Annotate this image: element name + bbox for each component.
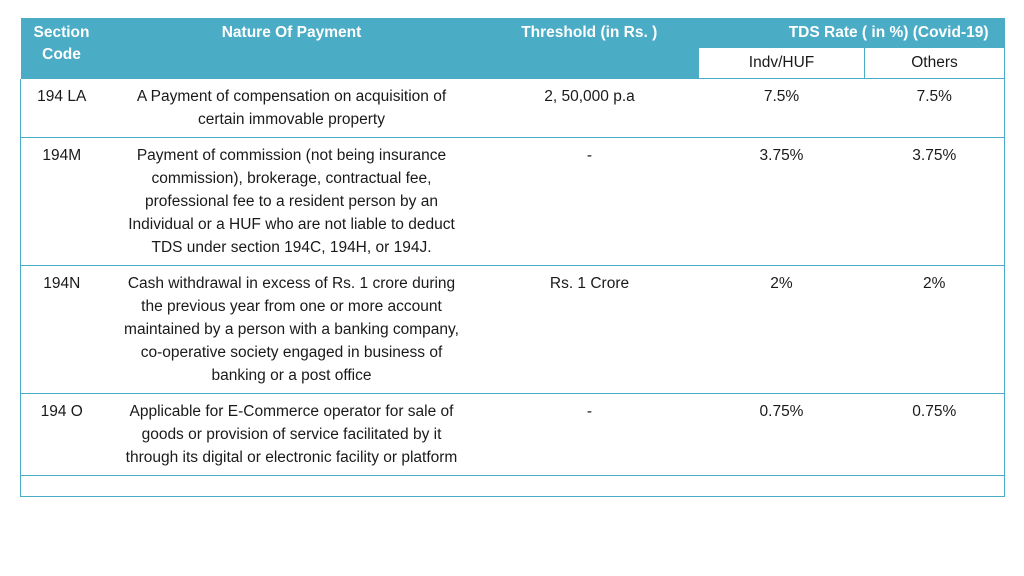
header-others: Others <box>865 48 1005 79</box>
cell-threshold: 2, 50,000 p.a <box>481 79 699 138</box>
cell-section-code: 194 O <box>21 393 103 475</box>
cell-rate-others: 2% <box>865 265 1005 393</box>
cell-rate-indv: 0.75% <box>699 393 865 475</box>
cell-rate-indv: 3.75% <box>699 137 865 265</box>
header-indv-huf: Indv/HUF <box>699 48 865 79</box>
table-row <box>21 79 1005 138</box>
cell-rate-others: 3.75% <box>865 137 1005 265</box>
tds-rate-table <box>20 18 1005 497</box>
cell-nature: Applicable for E-Commerce operator for sale of goods or provision of service facilitated by it through its digital or electronic facility or platform <box>103 393 481 475</box>
table-row <box>21 393 1005 475</box>
table-row <box>21 265 1005 393</box>
cell-rate-indv: 2% <box>699 265 865 393</box>
cell-threshold: - <box>481 137 699 265</box>
header-tds-rate: TDS Rate ( in %) (Covid-19) <box>699 18 1005 48</box>
cell-rate-others: 0.75% <box>865 393 1005 475</box>
empty-table-row <box>21 475 1005 496</box>
table-row <box>21 137 1005 265</box>
cell-nature: Payment of commission (not being insurance commission), brokerage, contractual fee, professional fee to a resident person by an Individual or a HUF who are not liable to deduct TDS under section 194C, 194H, or 194J. <box>103 137 481 265</box>
cell-section-code: 194N <box>21 265 103 393</box>
header-section-code: Section Code <box>21 18 103 79</box>
header-threshold: Threshold (in Rs. ) <box>481 18 699 79</box>
cell-section-code: 194 LA <box>21 79 103 138</box>
cell-threshold: Rs. 1 Crore <box>481 265 699 393</box>
table-header-row <box>21 18 1005 48</box>
empty-cell <box>21 475 865 496</box>
empty-cell <box>865 475 1005 496</box>
cell-rate-indv: 7.5% <box>699 79 865 138</box>
cell-nature: Cash withdrawal in excess of Rs. 1 crore during the previous year from one or more account maintained by a person with a banking company, co-operative society engaged in business of banking or a post office <box>103 265 481 393</box>
cell-rate-others: 7.5% <box>865 79 1005 138</box>
cell-threshold: - <box>481 393 699 475</box>
cell-nature: A Payment of compensation on acquisition of certain immovable property <box>103 79 481 138</box>
cell-section-code: 194M <box>21 137 103 265</box>
header-nature-of-payment: Nature Of Payment <box>103 18 481 79</box>
